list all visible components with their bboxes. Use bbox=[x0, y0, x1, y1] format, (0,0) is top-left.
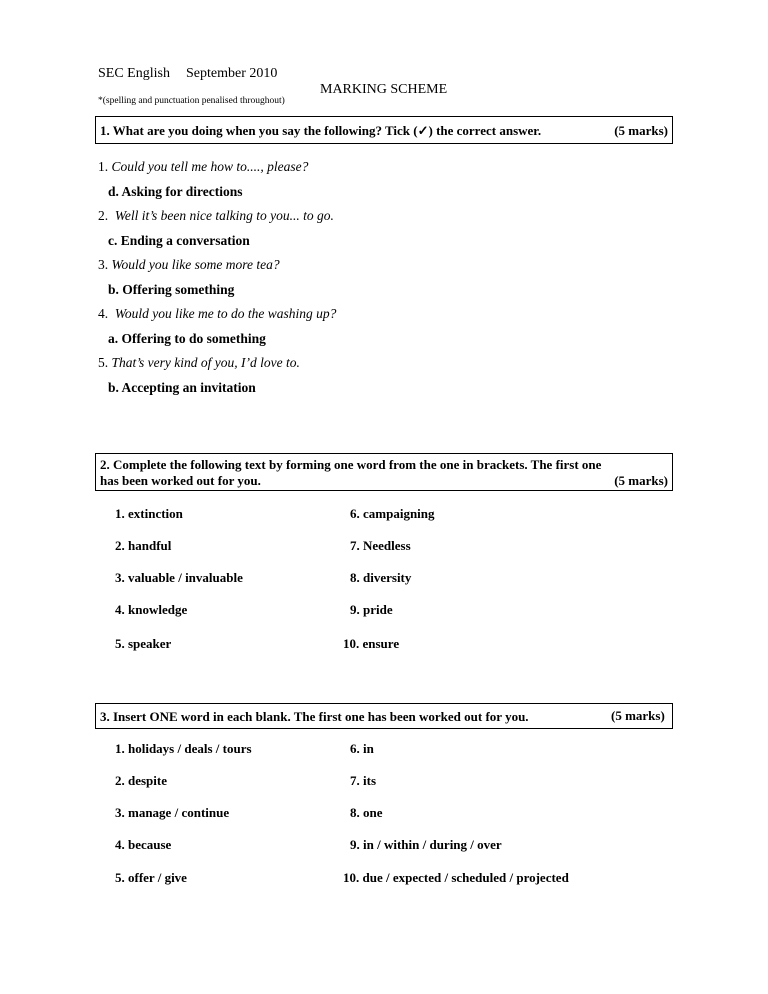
section3-answer-7: 7. its bbox=[350, 773, 376, 788]
section1-heading: 1. What are you doing when you say the following? Tick (✓) the correct answer. bbox=[100, 123, 542, 138]
section2-answer-10: 10. ensure bbox=[343, 636, 400, 651]
section3-marks: (5 marks) bbox=[611, 708, 665, 723]
section1-answer-2: c. Ending a conversation bbox=[108, 233, 250, 248]
date-label: September 2010 bbox=[186, 66, 278, 81]
section1-answer-1: d. Asking for directions bbox=[108, 184, 243, 199]
section3-answer-2: 2. despite bbox=[115, 773, 167, 788]
section2-answer-8: 8. diversity bbox=[350, 570, 412, 585]
section1-answer-5: b. Accepting an invitation bbox=[108, 380, 256, 395]
section3-answer-8: 8. one bbox=[350, 805, 383, 820]
section1-question-3: 3. Would you like some more tea? bbox=[98, 257, 280, 272]
section3-answer-3: 3. manage / continue bbox=[115, 805, 230, 820]
section3-answer-10: 10. due / expected / scheduled / projected bbox=[343, 870, 569, 885]
section3-answer-4: 4. because bbox=[115, 837, 172, 852]
page-title: MARKING SCHEME bbox=[320, 82, 448, 97]
section1-question-4: 4. Would you like me to do the washing up? bbox=[98, 306, 337, 321]
penalty-note: *(spelling and punctuation penalised throughout) bbox=[98, 96, 285, 106]
section2-answer-6: 6. campaigning bbox=[350, 506, 435, 521]
section2-heading-line2: has been worked out for you. bbox=[100, 473, 261, 488]
section2-answer-3: 3. valuable / invaluable bbox=[115, 570, 243, 585]
section1-marks: (5 marks) bbox=[614, 123, 668, 138]
section2-answer-4: 4. knowledge bbox=[115, 602, 188, 617]
section2-marks: (5 marks) bbox=[614, 473, 668, 488]
section1-answer-4: a. Offering to do something bbox=[108, 331, 266, 346]
section2-answer-9: 9. pride bbox=[350, 602, 393, 617]
section2-answer-5: 5. speaker bbox=[115, 636, 172, 651]
subject-label: SEC English bbox=[98, 66, 170, 81]
section1-answer-3: b. Offering something bbox=[108, 282, 235, 297]
section2-answer-7: 7. Needless bbox=[350, 538, 411, 553]
section3-answer-6: 6. in bbox=[350, 741, 374, 756]
section2-heading-line1: 2. Complete the following text by forming one word from the one in brackets. The first one bbox=[100, 457, 602, 472]
section3-answer-1: 1. holidays / deals / tours bbox=[115, 741, 252, 756]
section3-heading: 3. Insert ONE word in each blank. The first one has been worked out for you. bbox=[100, 709, 529, 724]
section1-heading-box bbox=[95, 116, 673, 144]
section2-answer-2: 2. handful bbox=[115, 538, 172, 553]
section1-question-5: 5. That’s very kind of you, I’d love to. bbox=[98, 355, 300, 370]
section3-answer-5: 5. offer / give bbox=[115, 870, 187, 885]
section2-heading-box bbox=[95, 453, 673, 491]
section1-question-2: 2. Well it’s been nice talking to you... to go. bbox=[98, 208, 334, 223]
section1-question-1: 1. Could you tell me how to...., please? bbox=[98, 159, 309, 174]
section3-heading-box bbox=[95, 703, 673, 729]
section3-answer-9: 9. in / within / during / over bbox=[350, 837, 502, 852]
section2-answer-1: 1. extinction bbox=[115, 506, 183, 521]
